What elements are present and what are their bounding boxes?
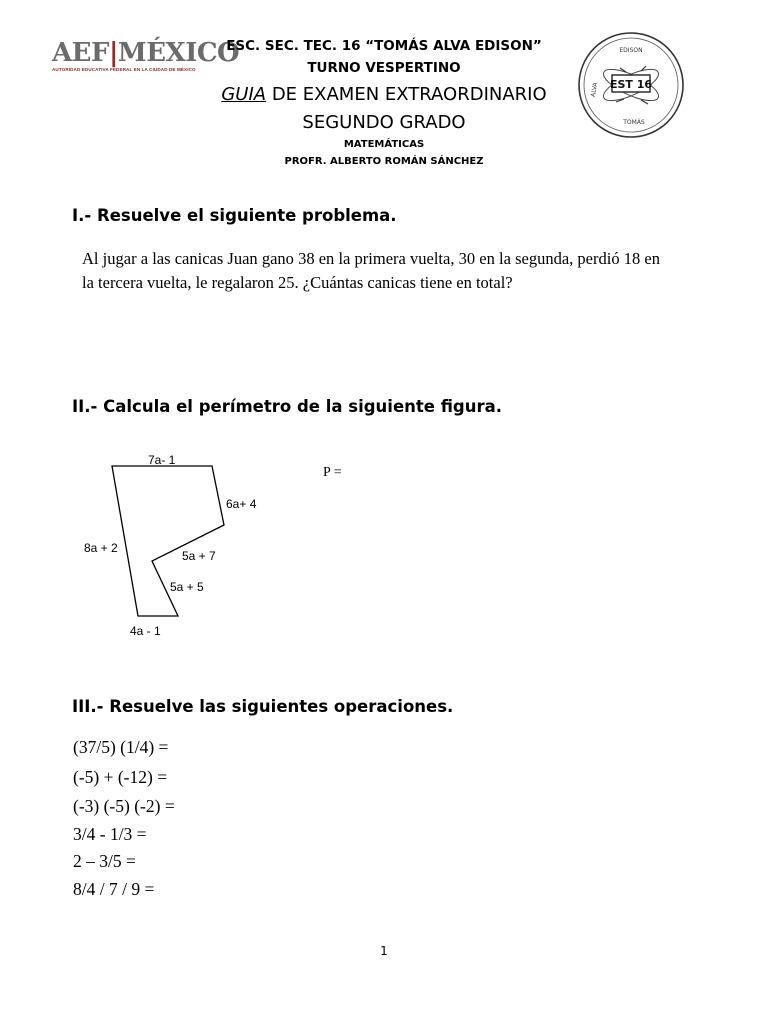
section-2-heading: II.- Calcula el perímetro de la siguiente figura. [72, 397, 503, 416]
label-left: 8a + 2 [84, 541, 118, 555]
logo-aef: AEF [52, 38, 109, 68]
figure-polygon [112, 466, 224, 616]
seal-bottom-arc: TOMÁS [623, 119, 645, 126]
page-number: 1 [380, 944, 388, 958]
operation-item: (-3) (-5) (-2) = [73, 796, 175, 816]
school-shift: TURNO VESPERTINO [307, 60, 461, 76]
problem-statement: Al jugar a las canicas Juan gano 38 en la primera vuelta, 30 en la segunda, perdió 18 en la tercera vuelta, le regalaron 25. ¿Cuántas canicas tiene en total? [82, 249, 660, 292]
logo-separator: | [108, 38, 118, 68]
label-bottom: 4a - 1 [130, 624, 161, 638]
operation-item: 2 – 3/5 = [73, 851, 136, 871]
label-right: 6a+ 4 [226, 497, 257, 511]
operation-item: (37/5) (1/4) = [73, 737, 169, 757]
perimeter-figure [78, 448, 278, 648]
operation-item: (-5) + (-12) = [73, 767, 168, 787]
logo-mexico: MÉXICO [117, 38, 240, 68]
guide-title-guia: GUIA [221, 84, 267, 105]
school-name: ESC. SEC. TEC. 16 “TOMÁS ALVA EDISON” [226, 38, 542, 54]
seal-text: EST 16 [609, 78, 653, 91]
perimeter-answer-prompt: P = [323, 465, 342, 480]
operation-item: 8/4 / 7 / 9 = [73, 879, 155, 899]
label-top: 7a- 1 [148, 453, 176, 467]
seal-left-arc: ALVA [589, 81, 600, 98]
grade-title: SEGUNDO GRADO [302, 112, 466, 133]
seal-top-arc: EDISON [619, 47, 643, 54]
section-1-heading: I.- Resuelve el siguiente problema. [72, 206, 397, 225]
teacher-name: PROFR. ALBERTO ROMÁN SÁNCHEZ [284, 156, 484, 167]
subject-label: MATEMÁTICAS [343, 139, 425, 150]
label-inner-lower: 5a + 5 [170, 580, 204, 594]
operation-item: 3/4 - 1/3 = [73, 824, 147, 844]
section-3-heading: III.- Resuelve las siguientes operaciones. [72, 697, 454, 716]
guide-title-rest: DE EXAMEN EXTRAORDINARIO [266, 84, 547, 105]
logo-subtitle: AUTORIDAD EDUCATIVA FEDERAL EN LA CIUDAD DE MÉXICO [52, 67, 196, 72]
label-inner-upper: 5a + 7 [182, 549, 216, 563]
school-seal-logo [576, 30, 686, 140]
